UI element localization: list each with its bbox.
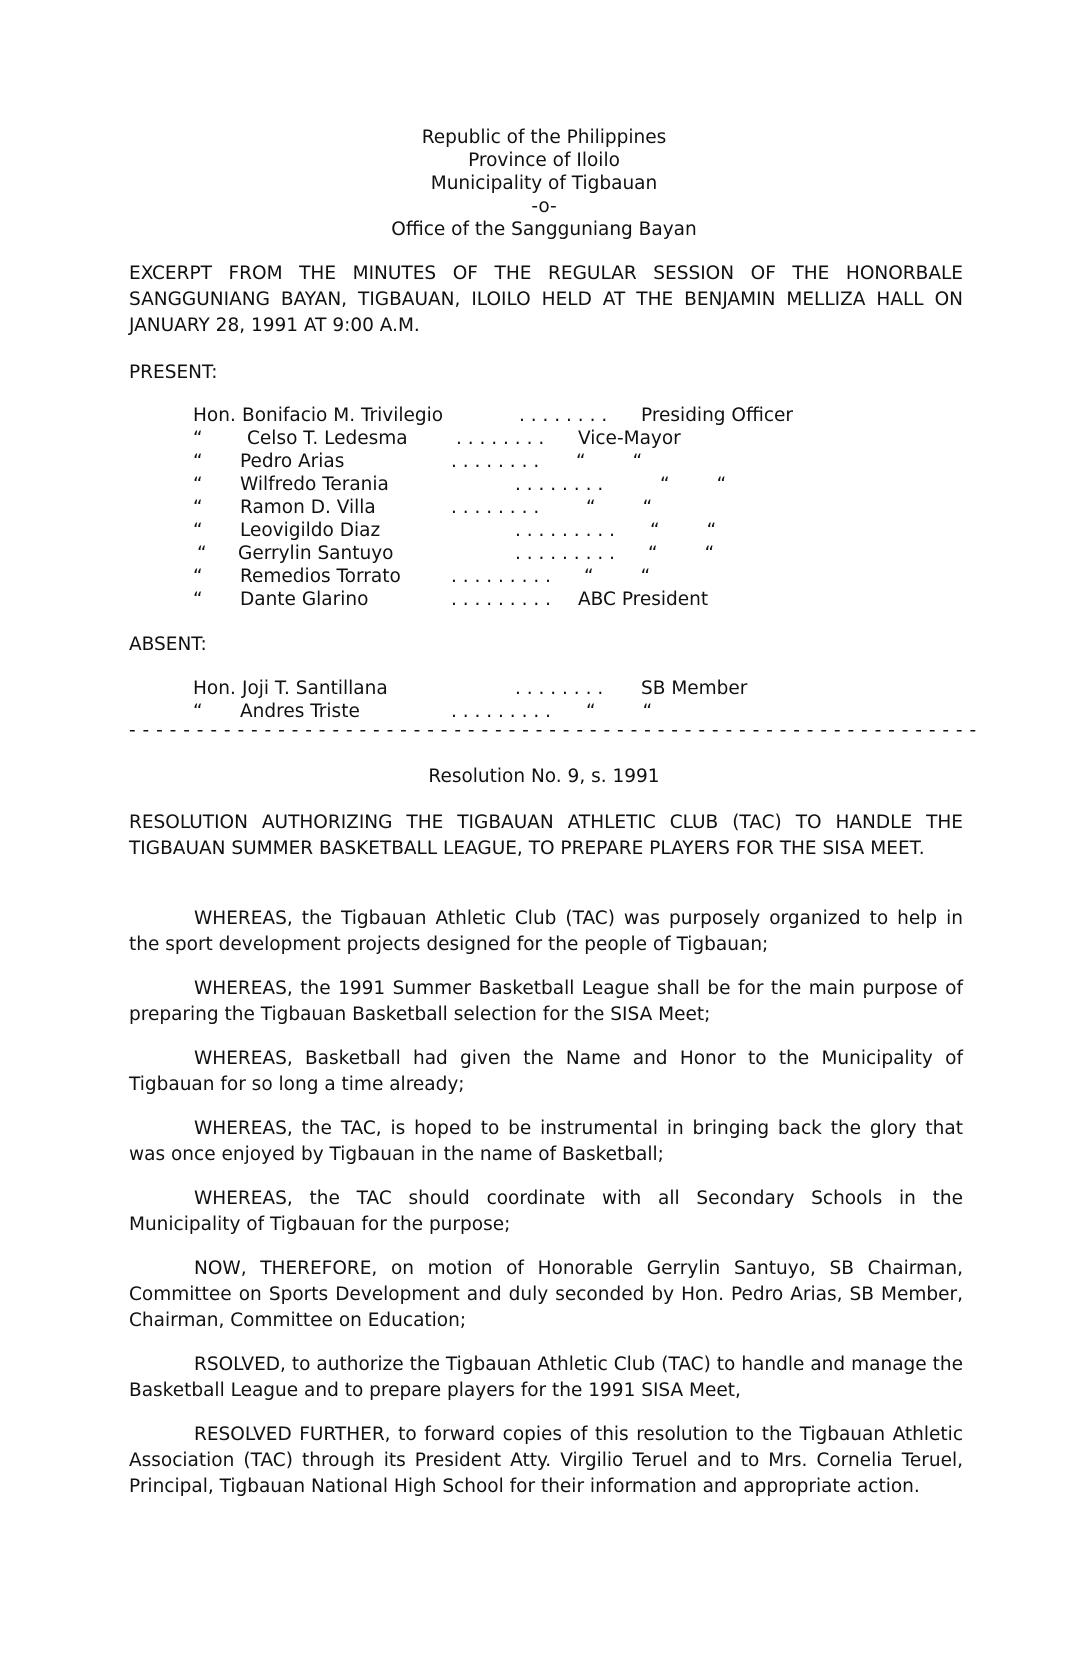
resolution-title: RESOLUTION AUTHORIZING THE TIGBAUAN ATHLETIC CLUB (TAC) TO HANDLE THE TIGBAUAN SUMMER BASKETBALL LEAGUE, TO PREPARE PLAYERS FOR THE SISA MEET. — [129, 812, 963, 859]
attendee-position: “ “ — [576, 451, 643, 472]
attendee-name: Celso T. Ledesma — [247, 428, 408, 449]
resolution-number: Resolution No. 9, s. 1991 — [428, 766, 660, 787]
attendee-name: Wilfredo Terania — [240, 474, 389, 495]
attendee-dots: . . . . . . . . — [519, 405, 608, 426]
paragraph-whereas-4: WHEREAS, the TAC, is hoped to be instrumental in bringing back the glory that was once enjoyed by Tigbauan in the name of Basketball; — [129, 1118, 963, 1165]
attendee-dots: . . . . . . . . — [456, 428, 545, 449]
header-office: Office of the Sangguniang Bayan — [391, 219, 697, 240]
paragraph-whereas-3: WHEREAS, Basketball had given the Name and Honor to the Municipality of Tigbauan for so long a time already; — [129, 1048, 963, 1095]
attendee-position: “ “ — [648, 543, 715, 564]
absentee-dots: . . . . . . . . — [515, 678, 604, 699]
header-republic: Republic of the Philippines — [421, 127, 667, 148]
attendee-dots: . . . . . . . . . — [515, 543, 615, 564]
attendee-name: Bonifacio M. Trivilegio — [242, 405, 444, 426]
attendee-name: Pedro Arias — [240, 451, 345, 472]
attendee-position: “ “ — [584, 566, 651, 587]
absentee-dots: . . . . . . . . . — [451, 701, 551, 722]
attendee-prefix: “ — [193, 497, 203, 518]
attendee-prefix: “ — [193, 520, 203, 541]
attendee-name: Ramon D. Villa — [240, 497, 376, 518]
header-separator: -o- — [531, 196, 557, 217]
attendee-position: “ “ — [586, 497, 653, 518]
attendee-position: “ “ — [660, 474, 727, 495]
attendee-dots: . . . . . . . . — [451, 451, 540, 472]
attendee-prefix: “ — [197, 543, 207, 564]
paragraph-resolved: RSOLVED, to authorize the Tigbauan Athletic Club (TAC) to handle and manage the Basketball League and to prepare players for the 1991 SISA Meet, — [129, 1354, 963, 1401]
attendee-name: Remedios Torrato — [240, 566, 401, 587]
absentee-name: Andres Triste — [240, 701, 360, 722]
attendee-dots: . . . . . . . . — [451, 497, 540, 518]
excerpt-heading: EXCERPT FROM THE MINUTES OF THE REGULAR SESSION OF THE HONORBALE SANGGUNIANG BAYAN, TIGBAUAN, ILOILO HELD AT THE BENJAMIN MELLIZA HALL ON JANUARY 28, 1991 AT 9:00 A.M. — [129, 263, 963, 336]
attendee-name: Leovigildo Diaz — [240, 520, 381, 541]
absentee-name: Joji T. Santillana — [242, 678, 388, 699]
absent-label: ABSENT: — [129, 634, 207, 655]
paragraph-whereas-5: WHEREAS, the TAC should coordinate with all Secondary Schools in the Municipality of Tigbauan for the purpose; — [129, 1188, 963, 1235]
attendee-position: Presiding Officer — [641, 405, 794, 426]
paragraph-now-therefore: NOW, THEREFORE, on motion of Honorable Gerrylin Santuyo, SB Chairman, Committee on Sports Development and duly seconded by Hon. Pedro Arias, SB Member, Chairman, Committee on Education; — [129, 1258, 963, 1331]
separator-line: - - - - - - - - - - - - - - - - - - - - - - - - - - - - - - - - - - - - - - - - - - - - - - - - - - - - - - - - - - - - - - - — [129, 720, 977, 741]
present-label: PRESENT: — [129, 362, 218, 383]
attendee-prefix: “ — [193, 474, 203, 495]
attendee-prefix: “ — [193, 451, 203, 472]
attendee-position: “ “ — [650, 520, 717, 541]
attendee-dots: . . . . . . . . — [515, 474, 604, 495]
attendee-dots: . . . . . . . . . — [515, 520, 615, 541]
attendee-position: ABC President — [578, 589, 709, 610]
header-province: Province of Iloilo — [468, 150, 620, 171]
absentee-position: “ “ — [586, 701, 653, 722]
attendee-prefix: Hon. — [193, 405, 236, 426]
attendee-name: Gerrylin Santuyo — [238, 543, 394, 564]
absentee-position: SB Member — [641, 678, 748, 699]
attendee-dots: . . . . . . . . . — [451, 589, 551, 610]
attendee-name: Dante Glarino — [240, 589, 369, 610]
absentee-prefix: Hon. — [193, 678, 236, 699]
attendee-prefix: “ — [193, 566, 203, 587]
attendee-prefix: “ — [193, 589, 203, 610]
attendee-prefix: “ — [193, 428, 203, 449]
attendee-dots: . . . . . . . . . — [451, 566, 551, 587]
paragraph-whereas-2: WHEREAS, the 1991 Summer Basketball League shall be for the main purpose of preparing the Tigbauan Basketball selection for the SISA Meet; — [129, 978, 963, 1025]
letterhead — [0, 126, 1088, 241]
header-municipality: Municipality of Tigbauan — [430, 173, 658, 194]
paragraph-resolved-further: RESOLVED FURTHER, to forward copies of this resolution to the Tigbauan Athletic Association (TAC) through its President Atty. Virgilio Teruel and to Mrs. Cornelia Teruel, Principal, Tigbauan National High School for their information and appropriate action. — [129, 1424, 963, 1497]
paragraph-whereas-1: WHEREAS, the Tigbauan Athletic Club (TAC) was purposely organized to help in the sport development projects designed for the people of Tigbauan; — [129, 908, 963, 955]
absentee-prefix: “ — [193, 701, 203, 722]
attendee-position: Vice-Mayor — [578, 428, 681, 449]
